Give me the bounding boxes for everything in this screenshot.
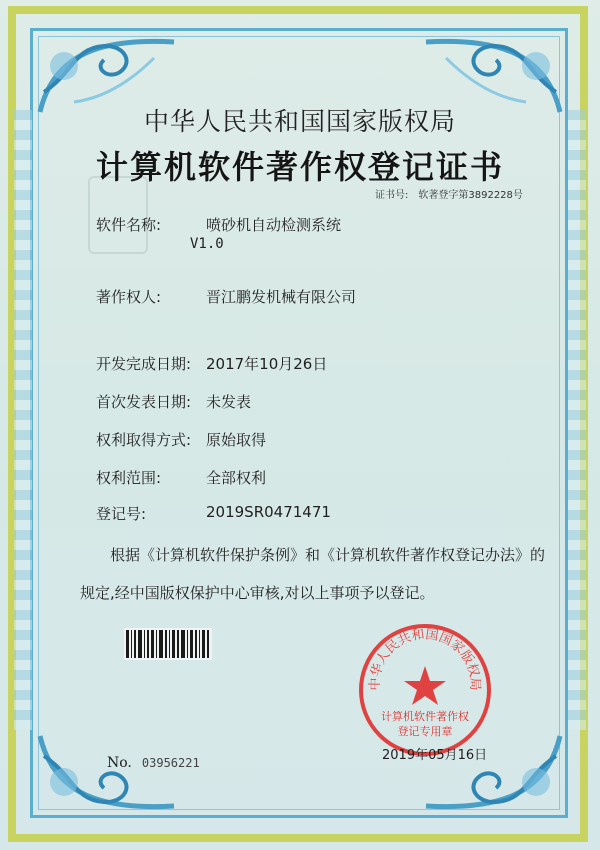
serial-value: 03956221 — [141, 756, 200, 770]
acquisition-value: 原始取得 — [206, 431, 267, 449]
left-side-ornament — [14, 110, 32, 730]
copyright-owner-label: 著作权人: — [96, 288, 162, 306]
copyright-owner-value: 晋江鹏发机械有限公司 — [206, 288, 357, 306]
seal-outer-text: 中华人民共和国国家版权局 — [367, 627, 483, 691]
certificate-number-label: 证书号: — [375, 190, 409, 201]
right-side-ornament — [568, 110, 586, 730]
barcode-icon — [124, 628, 212, 660]
scope-value: 全部权利 — [206, 469, 267, 487]
issue-date: 2019年05月16日 — [382, 748, 488, 763]
corner-ornament-bottom-left — [34, 728, 184, 816]
field-registration-number — [96, 503, 331, 524]
publish-date-value: 未发表 — [206, 393, 252, 411]
acquisition-label: 权利取得方式: — [96, 431, 192, 449]
certificate-title: 计算机软件著作权登记证书 — [95, 148, 504, 186]
registration-statement-line2: 规定,经中国版权保护中心审核,对以上事项予以登记。 — [80, 584, 435, 602]
field-acquisition — [96, 429, 266, 450]
software-name-label: 软件名称: — [96, 216, 162, 234]
scope-label: 权利范围: — [96, 469, 162, 487]
seal-inner-line2: 登记专用章 — [397, 725, 453, 738]
seal-inner-line1: 计算机软件著作权 — [381, 710, 469, 723]
field-scope — [96, 467, 266, 488]
issuing-authority: 中华人民共和国国家版权局 — [143, 107, 456, 136]
software-name-value: 喷砂机自动检测系统 — [206, 216, 342, 234]
field-copyright-owner — [96, 286, 356, 307]
certificate-number — [375, 186, 523, 201]
registration-label: 登记号: — [96, 505, 147, 523]
field-completion-date — [96, 353, 327, 374]
registration-value: 2019SR0471471 — [206, 503, 331, 521]
field-software-name — [96, 214, 341, 235]
completion-date-value: 2017年10月26日 — [206, 355, 328, 373]
certificate-number-value: 软著登字第3892228号 — [418, 190, 523, 201]
software-version: V1.0 — [190, 236, 224, 252]
publish-date-label: 首次发表日期: — [96, 393, 192, 411]
certificate-serial — [107, 755, 200, 771]
registration-statement-line1: 根据《计算机软件保护条例》和《计算机软件著作权登记办法》的 — [110, 546, 546, 564]
official-seal-icon — [355, 620, 495, 760]
serial-label: No. — [107, 755, 132, 771]
field-publish-date — [96, 391, 251, 412]
completion-date-label: 开发完成日期: — [96, 355, 192, 373]
